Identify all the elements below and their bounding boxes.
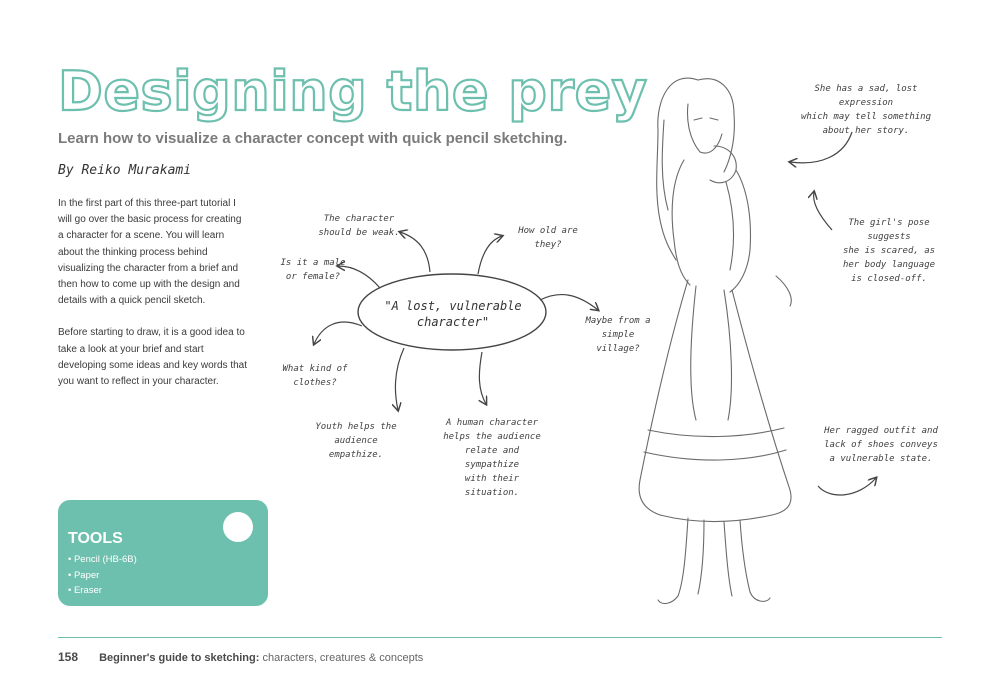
mindmap-node: Maybe from a simple village? (585, 316, 651, 354)
book-title: Beginner's guide to sketching: (99, 652, 260, 664)
book-subtitle: characters, creatures & concepts (262, 652, 424, 664)
arrow-outfit (818, 478, 876, 495)
mindmap-node: Youth helps the audience empathize. (315, 422, 397, 460)
author-byline: By Reiko Murakami (58, 163, 192, 178)
mindmap-center-text: "A lost, vulnerable character" (384, 299, 522, 329)
annotation-outfit: Her ragged outfit and lack of shoes conveys a vulnerable state. (824, 426, 938, 464)
page-subtitle: Learn how to visualize a character concept with quick pencil sketching. (58, 130, 568, 147)
footer-divider (58, 637, 942, 638)
page-title: Designing the prey (58, 60, 648, 123)
tools-list (68, 552, 137, 599)
intro-paragraph: In the first part of this three-part tutorial I will go over the basic process for creating a character for a scene. You will learn about the thinking process behind visualizing the character from a brief and then how to come up with the design and details with a quick pencil sketch. (58, 198, 242, 307)
page-number: 158 (58, 650, 79, 664)
tools-list-item: • Eraser (68, 585, 102, 596)
annotation-expression: She has a sad, lost expression which may tell something about her story. (800, 84, 932, 136)
mindmap-node: How old are they? (518, 226, 578, 250)
tools-list-item: • Paper (68, 569, 100, 581)
mindmap-node: The character should be weak. (318, 214, 400, 238)
intro-paragraph: Before starting to draw, it is a good idea to take a look at your brief and start developing some ideas and key words that you want to reflect in your character. (58, 327, 248, 388)
page-footer (58, 650, 423, 664)
tools-circle-icon (223, 512, 253, 542)
mindmap-node: A human character helps the audience relate and sympathize with their situation. (443, 418, 541, 498)
mindmap-node: What kind of clothes? (282, 364, 348, 388)
tools-title: TOOLS (68, 530, 123, 547)
annotation-pose: The girl's pose suggests she is scared, as her body language is closed-off. (842, 218, 936, 284)
tools-list-item: • Pencil (HB-6B) (68, 554, 137, 565)
mindmap-node: Is it a male or female? (280, 258, 346, 282)
tools-box (58, 500, 268, 606)
